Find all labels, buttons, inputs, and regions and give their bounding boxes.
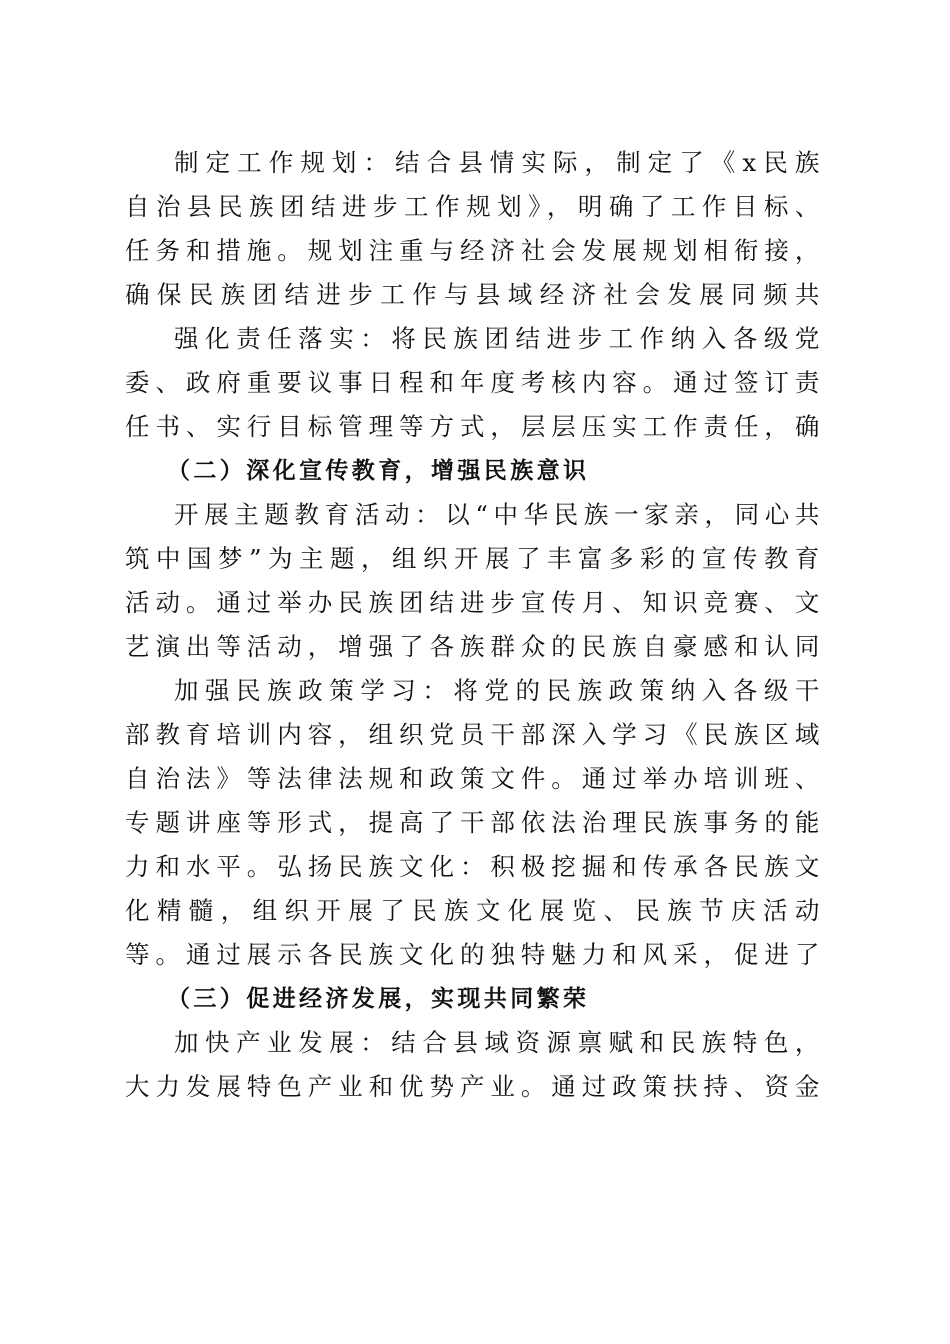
document-body [125,141,825,1109]
paragraph-policy-study: 加强民族政策学习：将党的民族政策纳入各级干部教育培训内容，组织党员干部深入学习《民族区域自治法》等法律法规和政策文件。通过举办培训班、专题讲座等形式，提高了干部依法治理民族事务的能力和水平。弘扬民族文化：积极挖掘和传承各民族文化精髓，组织开展了民族文化展览、民族节庆活动等。通过展示各民族文化的独特魅力和风采，促进了 [125,676,825,969]
section-heading-education: （二）深化宣传教育，增强民族意识 [167,457,590,484]
paragraph-work-planning: 制定工作规划：结合县情实际，制定了《x民族自治县民族团结进步工作规划》，明确了工作目标、任务和措施。规划注重与经济社会发展规划相衔接，确保民族团结进步工作与县域经济社会发展同频共 [125,148,825,309]
paragraph-industry-development: 加快产业发展：结合县域资源禀赋和民族特色，大力发展特色产业和优势产业。通过政策扶持、资金 [125,1028,825,1101]
paragraph-responsibility: 强化责任落实：将民族团结进步工作纳入各级党委、政府重要议事日程和年度考核内容。通过签订责任书、实行目标管理等方式，层层压实工作责任，确 [125,324,825,441]
paragraph-theme-education: 开展主题教育活动：以“中华民族一家亲，同心共筑中国梦”为主题，组织开展了丰富多彩的宣传教育活动。通过举办民族团结进步宣传月、知识竞赛、文艺演出等活动，增强了各族群众的民族自豪感和认同 [125,500,825,661]
section-heading-economy: （三）促进经济发展，实现共同繁荣 [167,985,590,1012]
